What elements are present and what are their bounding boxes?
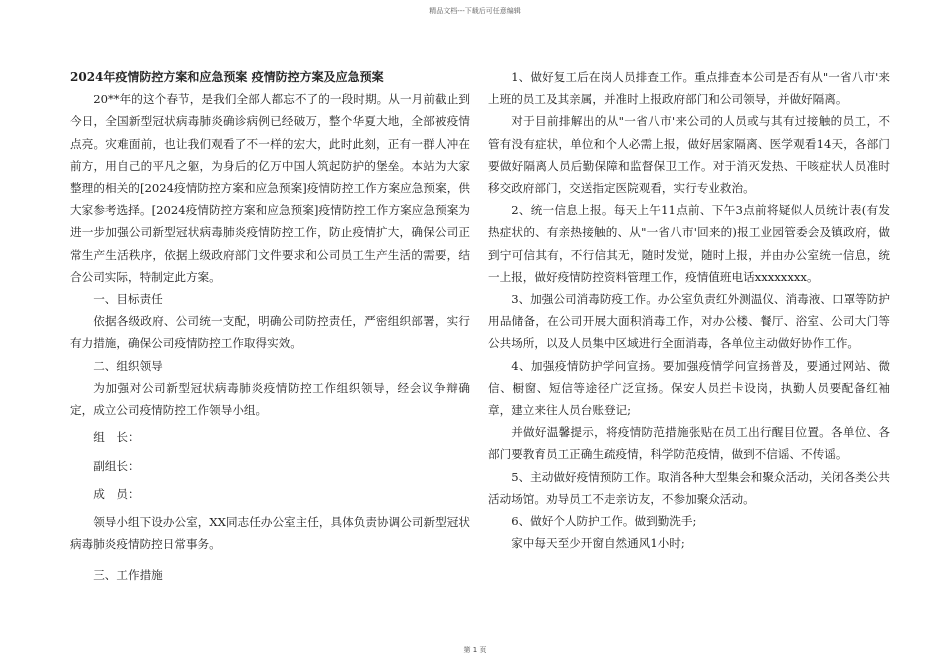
- office-paragraph: 领导小组下设办公室，XX同志任办公室主任，具体负责协调公司新型冠状病毒肺炎疫情防控日常事务。: [70, 515, 470, 552]
- measure-1-detail-paragraph: 对于目前排解出的从"一省八市'来公司的人员或与其有过接触的员工，不管有没有症状，单位和个人必需上报，做好居家隔离、医学观看14天，各部门要做好隔离人员后勤保障和监督保卫工作。对于消灭发热、干咳症状人员准时移交政府部门，交送指定医院观看，实行专业救治。: [488, 114, 890, 196]
- left-column: [70, 66, 470, 586]
- section-heading-goals: 一、目标责任: [93, 292, 163, 307]
- measure-2-paragraph: 2、统一信息上报。每天上午11点前、下午3点前将疑似人员统计表(有发热症状的、有亲热接触的、从"一省八市'回来的)报工业园管委会及镇政府，做到宁可信其有，不行信其无，随时发觉，随时上报，并由办公室统一信息，统一上报，做好疫情防控资料管理工作，疫情值班电话xxxxxxxx。: [488, 203, 890, 284]
- right-column: [488, 66, 890, 554]
- intro-paragraph: 20**年的这个春节，是我们全部人都忘不了的一段时期。从一月前截止到今日，全国新型冠状病毒肺炎确诊病例已经破万，整个华夏大地，全部被疫情点亮。灾难面前，也让我们观看了不一样的宏大，此时此刻，正有一群人冲在前方，用自己的平凡之躯，为身后的亿万中国人筑起防护的堡垒。本站为大家整理的相关的[2024疫情防控方案和应急预案]疫情防控工作方案应急预案，供大家参考选择。[2024疫情防控方案和应急预案]疫情防控工作方案应急预案为进一步加强公司新型冠状病毒肺炎疫情防控工作，防止疫情扩大，确保公司正常生产生活秩序，依据上级政府部门文件要求和公司员工生产生活的需要，结合公司实际，特制定此方案。: [70, 92, 470, 284]
- measure-6-paragraph: 6、做好个人防护工作。做到勤洗手;: [511, 514, 697, 529]
- section-heading-leadership: 二、组织领导: [93, 358, 163, 373]
- measure-1-paragraph: 1、做好复工后在岗人员排查工作。重点排查本公司是否有从"一省八市'来上班的员工及其亲属，并准时上报政府部门和公司领导，并做好隔离。: [488, 70, 890, 107]
- document-title: 2024年疫情防控方案和应急预案 疫情防控方案及应急预案: [70, 70, 384, 84]
- ventilation-paragraph: 家中每天至少开窗自然通风1小时;: [511, 536, 685, 551]
- members-line: 成 员：: [93, 487, 140, 502]
- measure-4-detail-paragraph: 并做好温馨提示，将疫情防范措施张贴在员工出行醒目位置。各单位、各部门要教育员工正确生疏疫情，科学防范疫情，做到不信谣、不传谣。: [488, 425, 890, 462]
- page-header: 精品文档---下载后可任意编辑: [429, 7, 521, 15]
- leadership-paragraph: 为加强对公司新型冠状病毒肺炎疫情防控工作组织领导，经会议争辩确定，成立公司疫情防控工作领导小组。: [70, 380, 470, 418]
- goals-paragraph: 依据各级政府、公司统一支配，明确公司防控责任，严密组织部署，实行有力措施，确保公司疫情防控工作取得实效。: [70, 314, 470, 351]
- measure-5-paragraph: 5、主动做好疫情预防工作。取消各种大型集会和聚众活动，关闭各类公共活动场馆。劝导员工不走亲访友，不参加聚众活动。: [488, 469, 890, 506]
- section-heading-measures: 三、工作措施: [93, 567, 163, 582]
- deputy-leader-line: 副组长：: [93, 459, 140, 474]
- page-number: 第 1 页: [463, 646, 487, 654]
- measure-3-paragraph: 3、加强公司消毒防疫工作。办公室负责红外测温仪、消毒液、口罩等防护用品储备，在公司开展大面积消毒工作，对办公楼、餐厅、浴室、公司大门等公共场所，以及人员集中区域进行全面消毒，各单位主动做好协作工作。: [488, 292, 890, 351]
- leader-line: 组 长：: [93, 430, 140, 445]
- measure-4-paragraph: 4、加强疫情防护学问宣扬。要加强疫情学问宣扬普及，要通过网站、微信、橱窗、短信等途径广泛宣扬。保安人员拦卡设岗，执勤人员要配备红袖章，建立来往人员台账登记;: [488, 358, 890, 418]
